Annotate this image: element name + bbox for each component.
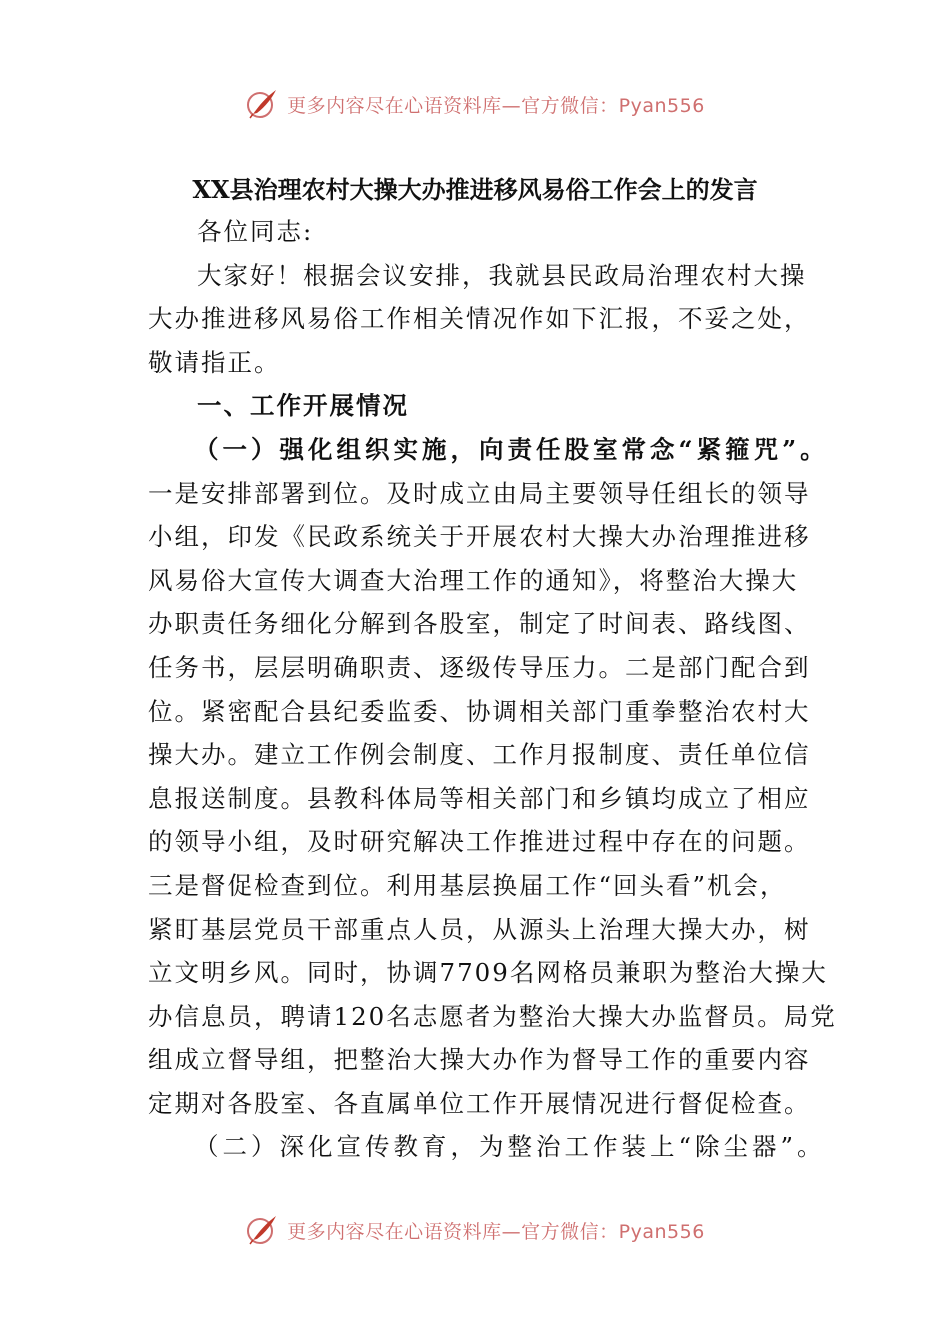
document-title: XX县治理农村大操大办推进移风易俗工作会上的发言	[192, 175, 758, 204]
quill-pen-logo-icon	[245, 1212, 281, 1248]
body-line: 三是督促检查到位。利用基层换届工作“回头看”机会，	[148, 870, 787, 900]
body-line: 小组，印发《民政系统关于开展农村大操大办治理推进移	[148, 522, 811, 552]
body-line: 一是安排部署到位。及时成立由局主要领导任组长的领导	[148, 478, 811, 508]
header-banner	[0, 84, 950, 124]
body-line: 办职责任务细化分解到各股室，制定了时间表、路线图、	[148, 609, 811, 639]
body-line: 风易俗大宣传大调查大治理工作的通知》，将整治大操大	[148, 565, 799, 595]
footer-banner	[0, 1210, 950, 1250]
intro-line: 大家好！根据会议安排，我就县民政局治理农村大操	[197, 260, 807, 290]
body-line: 息报送制度。县教科体局等相关部门和乡镇均成立了相应	[148, 783, 811, 813]
subsection-heading: （一）强化组织实施，向责任股室常念“紧箍咒”。	[194, 434, 829, 464]
body-line: 操大办。建立工作例会制度、工作月报制度、责任单位信	[148, 740, 811, 770]
subsection-heading: （二）深化宣传教育，为整治工作装上“除尘器”。	[194, 1132, 826, 1162]
intro-line: 敬请指正。	[148, 347, 281, 377]
body-line: 定期对各股室、各直属单位工作开展情况进行督促检查。	[148, 1088, 811, 1118]
body-line: 组成立督导组，把整治大操大办作为督导工作的重要内容	[148, 1045, 811, 1075]
intro-line: 大办推进移风易俗工作相关情况作如下汇报，不妥之处，	[148, 304, 811, 334]
body-line: 位。紧密配合县纪委监委、协调相关部门重拳整治农村大	[148, 696, 811, 726]
body-line: 任务书，层层明确职责、逐级传导压力。二是部门配合到	[148, 652, 811, 682]
quill-pen-logo-icon	[245, 86, 281, 122]
body-line: 办信息员，聘请120名志愿者为整治大操大办监督员。局党	[148, 1001, 837, 1031]
banner-text: 更多内容尽在心语资料库—官方微信：Pyan556	[287, 94, 705, 117]
banner-text: 更多内容尽在心语资料库—官方微信：Pyan556	[287, 1220, 705, 1243]
section-heading: 一、工作开展情况	[197, 391, 409, 421]
body-line: 紧盯基层党员干部重点人员，从源头上治理大操大办，树	[148, 914, 811, 944]
salutation: 各位同志:	[197, 217, 314, 246]
body-line: 立文明乡风。同时，协调7709名网格员兼职为整治大操大	[148, 958, 828, 988]
body-line: 的领导小组，及时研究解决工作推进过程中存在的问题。	[148, 827, 811, 857]
document-body	[148, 210, 837, 1169]
